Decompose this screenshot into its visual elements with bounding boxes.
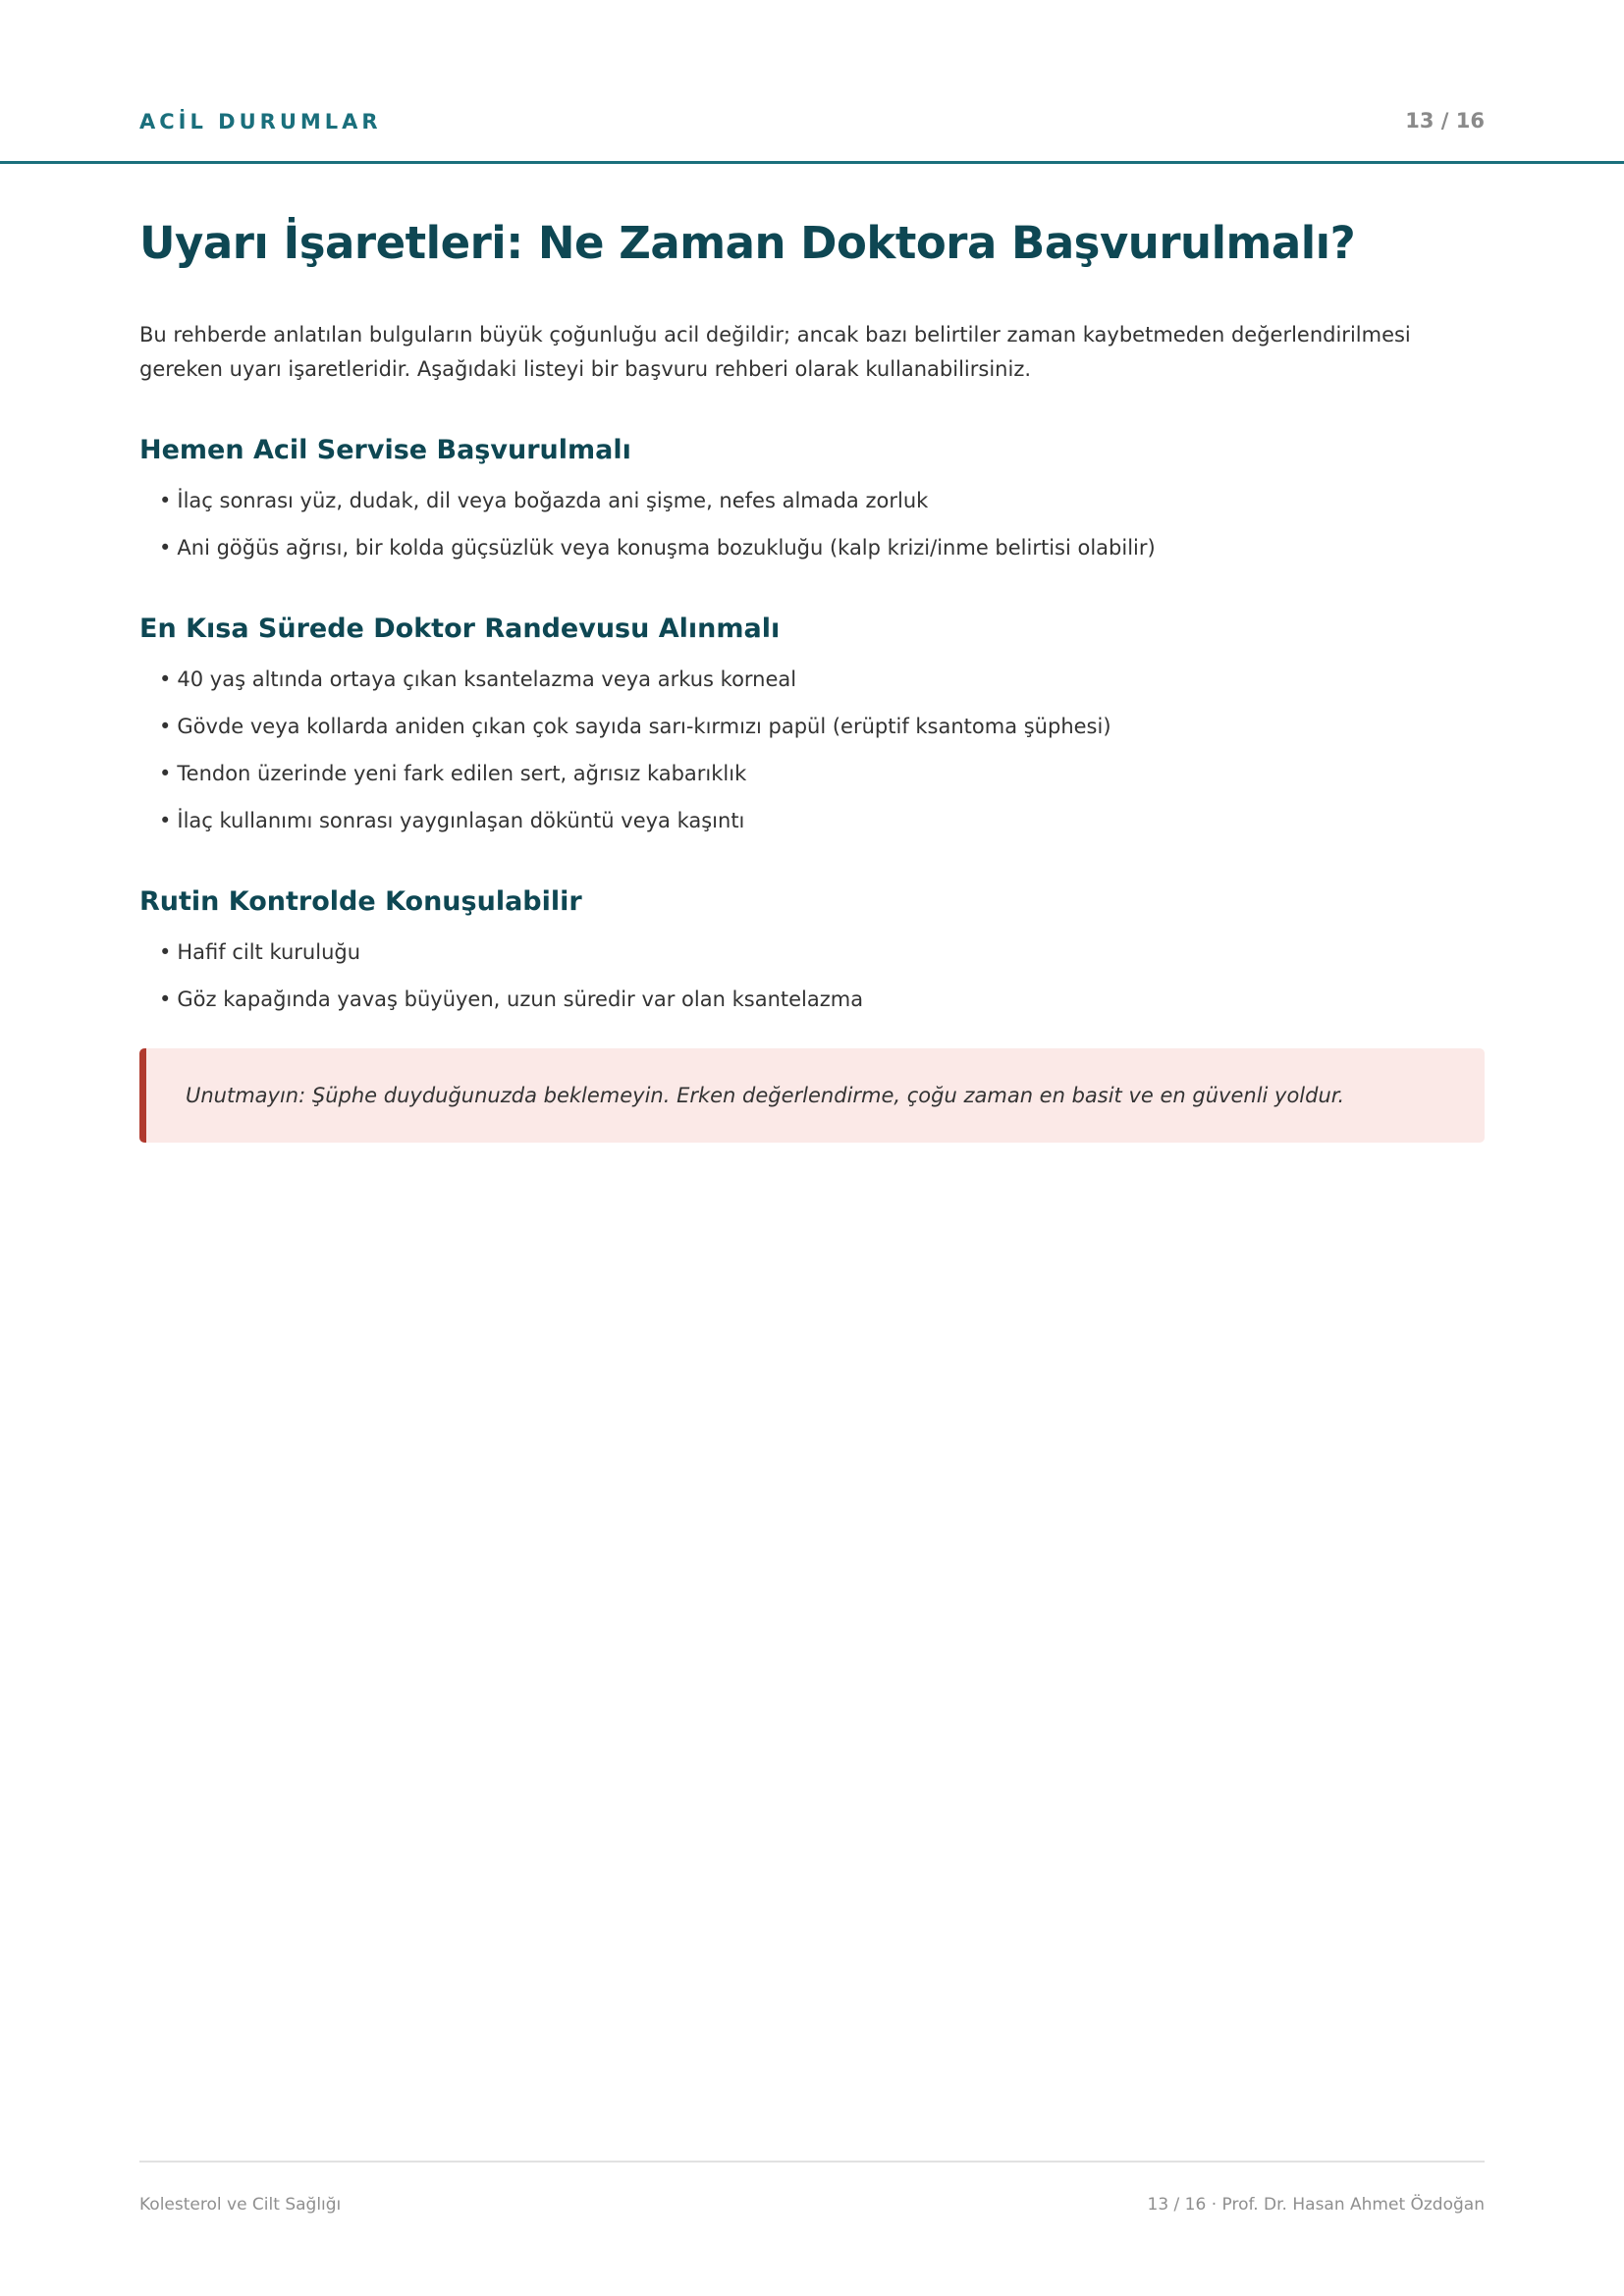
list-item: • Hafif cilt kuruluğu xyxy=(159,940,361,964)
list-item: • İlaç kullanımı sonrası yaygınlaşan döküntü veya kaşıntı xyxy=(159,809,745,832)
section-routine xyxy=(139,882,1485,1017)
section-heading: En Kısa Sürede Doktor Randevusu Alınmalı xyxy=(139,614,781,644)
warning-callout xyxy=(139,1048,1485,1143)
section-appointment xyxy=(139,610,1485,838)
list-item: • Ani göğüs ağrısı, bir kolda güçsüzlük veya konuşma bozukluğu (kalp krizi/inme belirtisi olabilir) xyxy=(159,536,1156,560)
section-label: ACİL DURUMLAR xyxy=(139,110,382,133)
list-item: • Tendon üzerinde yeni fark edilen sert, ağrısız kabarıklık xyxy=(159,762,747,785)
footer-page-author: 13 / 16 · Prof. Dr. Hasan Ahmet Özdoğan xyxy=(1147,2195,1485,2215)
main-content xyxy=(139,212,1485,1143)
page-counter: 13 / 16 xyxy=(1405,109,1485,133)
bullet-list xyxy=(139,935,1485,1017)
section-heading: Hemen Acil Servise Başvurulmalı xyxy=(139,435,631,465)
list-item: • Gövde veya kollarda aniden çıkan çok sayıda sarı-kırmızı papül (erüptif ksantoma şüphesi) xyxy=(159,715,1111,738)
page-title: Uyarı İşaretleri: Ne Zaman Doktora Başvurulmalı? xyxy=(139,217,1356,269)
page-header xyxy=(0,0,1624,164)
section-emergency xyxy=(139,431,1485,565)
footer-divider xyxy=(139,2161,1485,2163)
bullet-list xyxy=(139,484,1485,565)
footer-document-title: Kolesterol ve Cilt Sağlığı xyxy=(139,2195,342,2215)
bullet-list xyxy=(139,663,1485,838)
callout-text: Unutmayın: Şüphe duyduğunuzda beklemeyin. Erken değerlendirme, çoğu zaman en basit ve en güvenli yoldur. xyxy=(186,1084,1345,1107)
section-heading: Rutin Kontrolde Konuşulabilir xyxy=(139,886,582,917)
intro-paragraph: Bu rehberde anlatılan bulguların büyük çoğunluğu acil değildir; ancak bazı belirtiler zaman kaybetmeden değerlendirilmesi gereken uyarı işaretleridir. Aşağıdaki listeyi bir başvuru rehberi olarak kullanabilirsiniz. xyxy=(139,323,1411,381)
list-item: • Göz kapağında yavaş büyüyen, uzun süredir var olan ksantelazma xyxy=(159,988,864,1011)
list-item: • 40 yaş altında ortaya çıkan ksantelazma veya arkus korneal xyxy=(159,667,797,691)
list-item: • İlaç sonrası yüz, dudak, dil veya boğazda ani şişme, nefes almada zorluk xyxy=(159,489,929,512)
